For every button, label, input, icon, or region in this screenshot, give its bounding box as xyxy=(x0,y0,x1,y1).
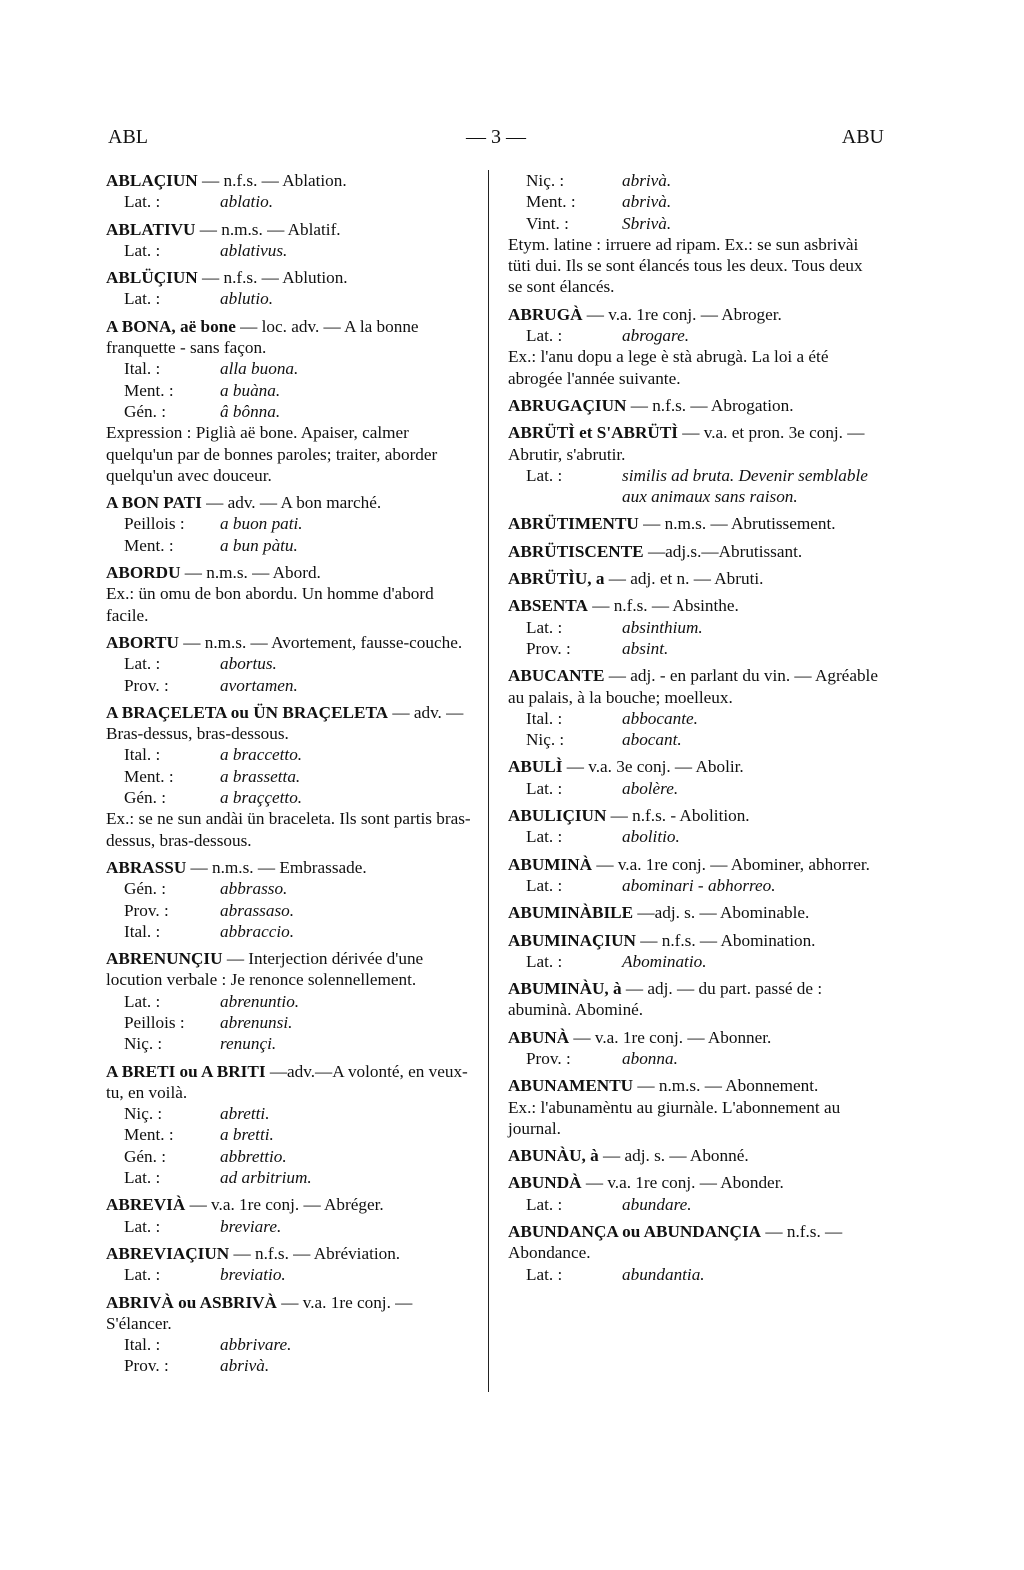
definition: — n.f.s. — Abrogation. xyxy=(630,395,794,415)
headword: ABUMINÀBILE xyxy=(508,903,634,923)
dictionary-entry xyxy=(508,568,878,589)
entry-headline xyxy=(508,665,878,708)
language-form: abolitio. xyxy=(622,827,680,847)
headword: ABRUGÀ xyxy=(508,304,583,324)
headword: ABRÜTÌ et S'ABRÜTÌ xyxy=(508,423,678,443)
etymology-list xyxy=(106,1216,478,1237)
language-label: Lat. : xyxy=(124,654,161,674)
etymology-list xyxy=(508,617,878,660)
entry-headline xyxy=(106,1292,478,1335)
language-label: Gén. : xyxy=(124,879,167,899)
dictionary-entry xyxy=(508,304,878,389)
column-divider xyxy=(488,170,489,1392)
language-label: Ment. : xyxy=(124,535,174,555)
headword: ABUMINAÇIUN xyxy=(508,930,636,950)
language-label: Ital. : xyxy=(526,708,563,728)
definition: — adj. - en parlant du vin. — Agréable au palais, à la bouche; moelleux. xyxy=(508,666,878,707)
page-header xyxy=(108,126,884,156)
language-form: abonna. xyxy=(622,1048,678,1068)
usage-example: Ex.: l'abunamèntu au giurnàle. L'abonnement au journal. xyxy=(508,1097,841,1138)
etymology-list xyxy=(106,1264,478,1285)
definition: — v.a. 1re conj. — Abroger. xyxy=(586,304,782,324)
language-label: Niç. : xyxy=(526,171,565,190)
headword: ABULÌ xyxy=(508,757,563,777)
etymology-list xyxy=(508,1264,878,1285)
entry-headline xyxy=(508,854,878,875)
definition: — n.f.s. — Abondance. xyxy=(508,1222,843,1263)
definition: — v.a. 1re conj. — S'élancer. xyxy=(106,1292,413,1333)
headword: ABLATIVU xyxy=(106,219,196,239)
language-form: a bun pàtu. xyxy=(220,535,298,555)
language-label: Ment. : xyxy=(124,380,174,400)
language-label: Lat. : xyxy=(124,1265,161,1285)
etymology-list xyxy=(508,708,878,751)
headword: A BON PATI xyxy=(106,493,202,513)
language-label: Ment. : xyxy=(124,766,174,786)
headword: ABORDU xyxy=(106,563,181,583)
dictionary-entry xyxy=(106,1243,478,1286)
definition: — v.a. 1re conj. — Abonder. xyxy=(585,1173,784,1193)
dictionary-entry xyxy=(106,632,478,696)
definition: —adj.s.—Abrutissant. xyxy=(647,541,803,561)
language-form: ablativus. xyxy=(220,240,288,260)
entry-headline xyxy=(508,1172,878,1193)
language-form: abrivà. xyxy=(220,1356,270,1376)
definition: — n.m.s. — Abrutissement. xyxy=(643,514,836,534)
entry-headline xyxy=(106,1243,478,1264)
language-form: abrenuntio. xyxy=(220,991,300,1011)
definition: — v.a. 3e conj. — Abolir. xyxy=(566,757,744,777)
definition: — n.m.s. — Abord. xyxy=(184,563,321,583)
language-label: Lat. : xyxy=(526,1264,563,1284)
dictionary-entry xyxy=(508,902,878,923)
headword: ABUNÀU, à xyxy=(508,1146,599,1166)
headword: A BRETI ou A BRITI xyxy=(106,1061,266,1081)
headword: ABUMINÀU, à xyxy=(508,979,622,999)
language-label: Ital. : xyxy=(124,359,161,379)
language-label: Lat. : xyxy=(526,465,563,485)
usage-example: Ex.: se ne sun andài ün braceleta. Ils sont partis bras-dessus, bras-dessous. xyxy=(106,809,471,850)
entry-headline xyxy=(508,1075,878,1096)
etymology-list xyxy=(106,1103,478,1188)
language-label: Ital. : xyxy=(124,921,161,941)
headword: ABRASSU xyxy=(106,857,187,877)
dictionary-entry xyxy=(508,756,878,799)
language-label: Lat. : xyxy=(124,1168,161,1188)
definition: — adv. — Bras-dessus, bras-dessous. xyxy=(106,702,464,744)
language-label: Gén. : xyxy=(124,1146,167,1166)
entry-headline xyxy=(106,562,478,583)
entry-headline xyxy=(508,422,878,465)
language-form: a bretti. xyxy=(220,1125,274,1145)
headword: ABSENTA xyxy=(508,596,588,616)
language-form: Abominatio. xyxy=(622,951,707,971)
definition: — n.m.s. — Embrassade. xyxy=(190,857,367,877)
language-form: abrenunsi. xyxy=(220,1012,293,1032)
definition: — n.f.s. — Abréviation. xyxy=(233,1243,401,1263)
headword: ABRÜTÌU, a xyxy=(508,569,605,589)
entry-headline xyxy=(508,978,878,1021)
language-form: abrivà. xyxy=(622,171,672,190)
etymology-list xyxy=(106,1334,478,1377)
etymology-list xyxy=(508,778,878,799)
language-form: alla buona. xyxy=(220,359,299,379)
language-form: ablutio. xyxy=(220,289,273,309)
language-form: breviare. xyxy=(220,1216,282,1236)
page-number: — 3 — xyxy=(466,126,526,148)
entry-headline xyxy=(106,316,478,359)
language-label: Peillois : xyxy=(124,514,185,534)
etymology-list xyxy=(106,991,478,1055)
language-label: Lat. : xyxy=(124,240,161,260)
etymology-list xyxy=(106,358,478,422)
definition: — n.f.s. — Absinthe. xyxy=(592,596,739,616)
language-label: Prov. : xyxy=(124,675,169,695)
etymology-list xyxy=(106,653,478,696)
language-label: Vint. : xyxy=(526,213,569,233)
language-label: Lat. : xyxy=(526,326,563,346)
entry-headline xyxy=(106,857,478,878)
header-left-guide-word: ABL xyxy=(108,126,148,148)
headword: ABUNDANÇA ou ABUNDANÇIA xyxy=(508,1222,762,1242)
entry-headline xyxy=(508,756,878,777)
language-form: avortamen. xyxy=(220,675,298,695)
language-label: Lat. : xyxy=(124,192,161,212)
language-form: renunçi. xyxy=(220,1034,277,1054)
headword: A BONA, aë bone xyxy=(106,316,236,336)
entry-headline xyxy=(106,948,478,991)
dictionary-entry xyxy=(106,316,478,486)
language-form: abundantia. xyxy=(622,1264,705,1284)
language-label: Lat. : xyxy=(124,991,161,1011)
headword: ABORTU xyxy=(106,632,179,652)
etymology-list xyxy=(106,288,478,309)
language-form: similis ad bruta. Devenir semblable aux animaux sans raison. xyxy=(622,465,868,507)
dictionary-entry xyxy=(508,170,878,298)
dictionary-entry xyxy=(106,1292,478,1377)
language-label: Ment. : xyxy=(526,192,576,212)
entry-headline xyxy=(508,595,878,616)
language-form: a braccetto. xyxy=(220,745,303,765)
dictionary-entry xyxy=(106,170,478,213)
definition: — n.m.s. — Abonnement. xyxy=(637,1076,819,1096)
usage-example: Etym. latine : irruere ad ripam. Ex.: se sun asbrivài tüti dui. Ils se sont élancés tous les deux. Tous deux se sont élancés. xyxy=(508,234,863,297)
headword: A BRAÇELETA ou ÜN BRAÇELETA xyxy=(106,702,389,722)
definition: — n.m.s. — Avortement, fausse-couche. xyxy=(183,632,463,652)
etymology-list xyxy=(508,325,878,346)
dictionary-entry xyxy=(508,395,878,416)
etymology-list xyxy=(508,875,878,896)
entry-headline xyxy=(508,568,878,589)
dictionary-entry xyxy=(508,805,878,848)
definition: — adj. et n. — Abruti. xyxy=(608,569,764,589)
language-form: abolère. xyxy=(622,778,679,798)
definition: — n.f.s. — Abomination. xyxy=(640,930,816,950)
language-form: abocant. xyxy=(622,730,682,750)
language-form: a brassetta. xyxy=(220,766,301,786)
dictionary-entry xyxy=(106,562,478,626)
definition: — adj. — du part. passé de : abuminà. Abominé. xyxy=(508,979,823,1020)
headword: ABLAÇIUN xyxy=(106,171,198,190)
entry-headline xyxy=(508,805,878,826)
entry-headline xyxy=(106,492,478,513)
definition: — adv. — A bon marché. xyxy=(206,493,382,513)
language-form: a buon pati. xyxy=(220,514,303,534)
headword: ABREVIAÇIUN xyxy=(106,1243,230,1263)
language-form: abbraccio. xyxy=(220,921,294,941)
language-label: Lat. : xyxy=(124,289,161,309)
right-column xyxy=(508,170,878,1291)
header-right-guide-word: ABU xyxy=(841,126,884,148)
etymology-list xyxy=(508,170,878,234)
usage-example: Ex.: ün omu de bon abordu. Un homme d'abord facile. xyxy=(106,584,434,625)
dictionary-entry xyxy=(508,1221,878,1285)
language-label: Lat. : xyxy=(526,617,563,637)
etymology-list xyxy=(508,1048,878,1069)
language-form: abominari - abhorreo. xyxy=(622,875,776,895)
language-label: Niç. : xyxy=(124,1034,163,1054)
language-label: Lat. : xyxy=(526,951,563,971)
headword: ABRUGAÇIUN xyxy=(508,395,627,415)
etymology-list xyxy=(106,513,478,556)
dictionary-entry xyxy=(106,492,478,556)
entry-headline xyxy=(508,1145,878,1166)
language-label: Lat. : xyxy=(526,875,563,895)
etymology-list xyxy=(106,744,478,808)
dictionary-entry xyxy=(508,422,878,507)
language-label: Lat. : xyxy=(526,827,563,847)
etymology-list xyxy=(508,1194,878,1215)
etymology-list xyxy=(508,826,878,847)
headword: ABRIVÀ ou ASBRIVÀ xyxy=(106,1292,277,1312)
dictionary-entry xyxy=(508,978,878,1021)
language-label: Gén. : xyxy=(124,401,167,421)
language-form: abbrasso. xyxy=(220,879,288,899)
language-label: Ment. : xyxy=(124,1125,174,1145)
language-form: abundare. xyxy=(622,1194,692,1214)
language-label: Prov. : xyxy=(526,1048,571,1068)
language-form: abretti. xyxy=(220,1104,270,1124)
dictionary-entry xyxy=(508,665,878,750)
etymology-list xyxy=(508,951,878,972)
headword: ABRENUNÇIU xyxy=(106,949,223,969)
language-label: Gén. : xyxy=(124,788,167,808)
language-form: breviatio. xyxy=(220,1265,286,1285)
etymology-list xyxy=(106,240,478,261)
language-form: abbrivare. xyxy=(220,1335,292,1355)
language-form: absinthium. xyxy=(622,617,703,637)
dictionary-entry xyxy=(106,1061,478,1189)
language-form: abortus. xyxy=(220,654,277,674)
language-form: abrassaso. xyxy=(220,900,295,920)
language-label: Niç. : xyxy=(124,1104,163,1124)
dictionary-entry xyxy=(508,1027,878,1070)
language-form: absint. xyxy=(622,638,669,658)
dictionary-entry xyxy=(106,1194,478,1237)
language-label: Prov. : xyxy=(526,638,571,658)
language-form: abbocante. xyxy=(622,708,698,728)
language-form: ad arbitrium. xyxy=(220,1168,312,1188)
dictionary-entry xyxy=(508,1145,878,1166)
definition: — n.f.s. — Ablation. xyxy=(201,171,347,190)
definition: —adj. s. — Abominable. xyxy=(637,903,810,923)
entry-headline xyxy=(106,632,478,653)
language-label: Prov. : xyxy=(124,900,169,920)
language-form: a buàna. xyxy=(220,380,281,400)
headword: ABRÜTIMENTU xyxy=(508,514,639,534)
definition: — v.a. 1re conj. — Abonner. xyxy=(573,1027,772,1047)
definition: — n.f.s. — Ablution. xyxy=(201,268,348,288)
entry-headline xyxy=(106,1194,478,1215)
language-label: Niç. : xyxy=(526,730,565,750)
headword: ABUMINÀ xyxy=(508,854,593,874)
dictionary-entry xyxy=(106,702,478,851)
headword: ABRÜTISCENTE xyxy=(508,541,644,561)
language-form: abrivà. xyxy=(622,192,672,212)
language-form: Sbrivà. xyxy=(622,213,672,233)
language-form: â bônna. xyxy=(220,401,281,421)
entry-headline xyxy=(508,541,878,562)
language-label: Lat. : xyxy=(526,1194,563,1214)
definition: — v.a. 1re conj. — Abréger. xyxy=(189,1195,384,1215)
headword: ABUNÀ xyxy=(508,1027,570,1047)
left-column xyxy=(106,170,478,1383)
definition: — Interjection dérivée d'une locution verbale : Je renonce solennellement. xyxy=(106,949,424,990)
entry-headline xyxy=(508,1027,878,1048)
dictionary-entry xyxy=(508,541,878,562)
headword: ABREVIÀ xyxy=(106,1195,186,1215)
etymology-list xyxy=(106,191,478,212)
headword: ABUCANTE xyxy=(508,666,605,686)
dictionary-entry xyxy=(508,930,878,973)
entry-headline xyxy=(106,267,478,288)
dictionary-entry xyxy=(106,857,478,942)
language-form: abbrettio. xyxy=(220,1146,287,1166)
entry-headline xyxy=(508,930,878,951)
entry-headline xyxy=(106,702,478,745)
entry-headline xyxy=(508,304,878,325)
dictionary-entry xyxy=(106,219,478,262)
entry-headline xyxy=(508,395,878,416)
definition: — n.m.s. — Ablatif. xyxy=(199,219,341,239)
definition: — adj. s. — Abonné. xyxy=(603,1146,749,1166)
entry-headline xyxy=(508,1221,878,1264)
dictionary-entry xyxy=(508,595,878,659)
entry-headline xyxy=(106,1061,478,1104)
language-label: Ital. : xyxy=(124,1335,161,1355)
headword: ABUNAMENTU xyxy=(508,1076,634,1096)
entry-headline xyxy=(508,902,878,923)
language-form: a braççetto. xyxy=(220,788,303,808)
dictionary-entry xyxy=(508,513,878,534)
language-label: Prov. : xyxy=(124,1356,169,1376)
definition: — loc. adv. — A la bonne franquette - sans façon. xyxy=(106,316,419,358)
headword: ABUNDÀ xyxy=(508,1173,582,1193)
etymology-list xyxy=(508,465,878,508)
definition: — n.f.s. - Abolition. xyxy=(610,806,750,826)
dictionary-entry xyxy=(106,267,478,310)
usage-example: Ex.: l'anu dopu a lege è stà abrugà. La loi a été abrogée l'année suivante. xyxy=(508,347,829,388)
entry-headline xyxy=(508,513,878,534)
language-label: Lat. : xyxy=(526,778,563,798)
entry-headline xyxy=(106,219,478,240)
language-label: Ital. : xyxy=(124,745,161,765)
dictionary-entry xyxy=(508,1172,878,1215)
language-form: ablatio. xyxy=(220,192,273,212)
etymology-list xyxy=(106,878,478,942)
definition: — v.a. 1re conj. — Abominer, abhorrer. xyxy=(596,854,870,874)
language-label: Peillois : xyxy=(124,1012,185,1032)
language-label: Lat. : xyxy=(124,1216,161,1236)
language-form: abrogare. xyxy=(622,326,689,346)
dictionary-entry xyxy=(508,854,878,897)
definition: —adv.—A volonté, en veux-tu, en voilà. xyxy=(106,1061,468,1102)
headword: ABLÜÇIUN xyxy=(106,268,198,288)
definition: — v.a. et pron. 3e conj. — Abrutir, s'abrutir. xyxy=(508,423,865,464)
usage-example: Expression : Piglià aë bone. Apaiser, calmer quelqu'un par de bonnes paroles; traiter, aborder quelqu'un avec douceur. xyxy=(106,423,438,485)
dictionary-entry xyxy=(106,948,478,1054)
entry-headline xyxy=(106,170,478,191)
headword: ABULIÇIUN xyxy=(508,806,607,826)
dictionary-entry xyxy=(508,1075,878,1139)
